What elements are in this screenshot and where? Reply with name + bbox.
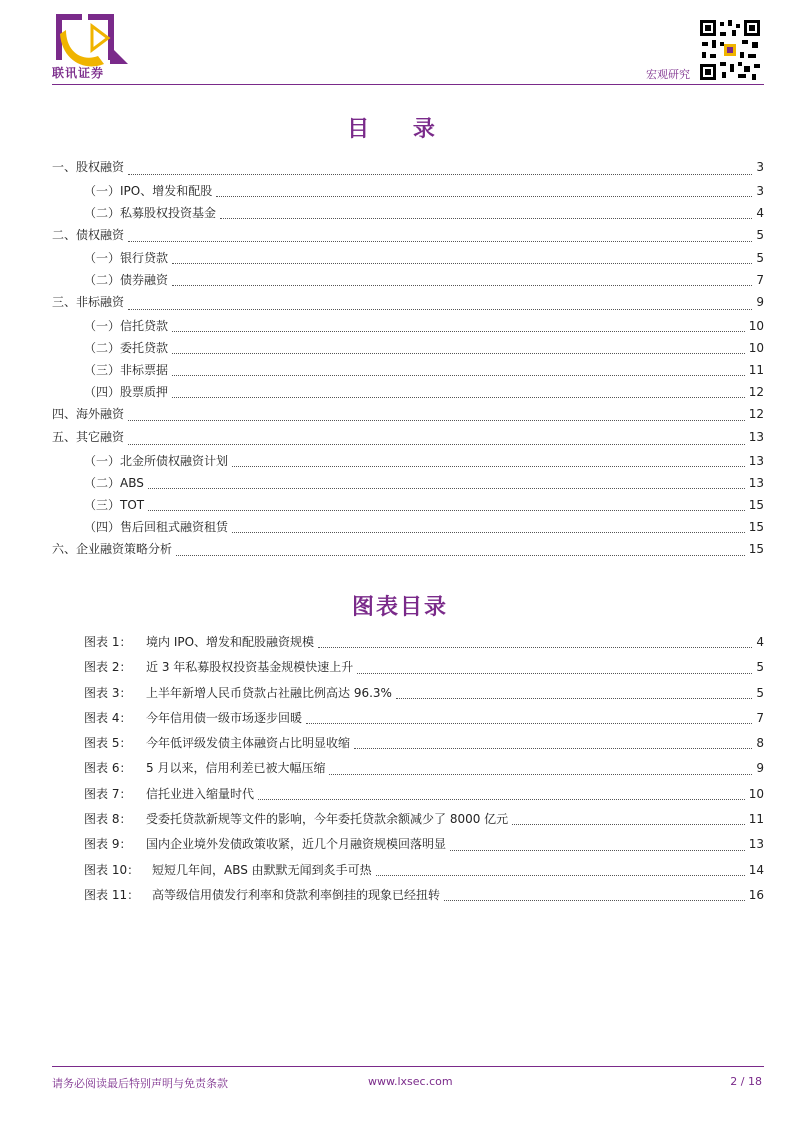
toc-item-page: 15 (748, 519, 764, 534)
figure-item[interactable] (84, 655, 764, 680)
figure-title: 受委托贷款新规等文件的影响，今年委托贷款余额减少了 8000 亿元 (146, 812, 509, 827)
toc-item-label: （一）北金所债权融资计划 (84, 453, 229, 468)
dot-leader (357, 672, 752, 674)
toc-item[interactable] (52, 202, 764, 224)
dot-leader (396, 697, 752, 699)
toc-item[interactable] (52, 315, 764, 337)
figure-item[interactable] (84, 756, 764, 781)
toc-item-label: 一、股权融资 (52, 160, 125, 174)
figure-item[interactable] (84, 706, 764, 731)
figure-number: 图表 9： (84, 837, 132, 852)
dot-leader (172, 396, 745, 398)
figure-number: 图表 11： (84, 887, 140, 902)
dot-leader (176, 554, 745, 556)
toc-item-page: 11 (748, 362, 764, 377)
toc-item-label: （一）信托贷款 (84, 318, 169, 333)
dot-leader (172, 374, 745, 376)
toc-item-page: 7 (756, 273, 764, 287)
dot-leader (354, 747, 752, 749)
toc-item-label: （四）售后回租式融资租赁 (84, 519, 229, 534)
figure-number: 图表 8： (84, 812, 132, 827)
figure-item[interactable] (84, 782, 764, 807)
figure-item[interactable] (84, 883, 764, 908)
qr-code-icon (698, 18, 762, 82)
dot-leader (329, 773, 752, 775)
toc-item-page: 15 (748, 497, 764, 512)
dot-leader (172, 262, 752, 264)
figure-item[interactable] (84, 832, 764, 857)
footer-website[interactable]: www.lxsec.com (368, 1075, 453, 1088)
toc-item-page: 9 (756, 295, 764, 309)
header-divider (52, 84, 764, 85)
toc-item-page: 5 (756, 251, 764, 265)
figure-item[interactable] (84, 858, 764, 883)
toc-item[interactable] (52, 247, 764, 269)
footer-page-number: 2 / 18 (730, 1075, 762, 1088)
toc-title: 目 录 (347, 116, 453, 142)
dot-leader (376, 874, 745, 876)
toc-item-page: 12 (748, 384, 764, 399)
dot-leader (220, 217, 752, 219)
report-type: 宏观研究 (646, 68, 690, 81)
toc-item-page: 10 (748, 340, 764, 355)
dot-leader (148, 487, 745, 489)
dot-leader (216, 195, 752, 197)
toc-item[interactable] (52, 450, 764, 472)
figure-page: 7 (756, 710, 764, 725)
toc-item-label: （二）债券融资 (84, 273, 169, 287)
figure-item[interactable] (84, 681, 764, 706)
figure-list (84, 630, 764, 908)
figure-number: 图表 2： (84, 660, 132, 675)
toc-item-page: 5 (756, 227, 764, 242)
dot-leader (148, 509, 745, 511)
figure-number: 图表 7： (84, 786, 132, 801)
toc-item[interactable] (52, 291, 764, 315)
figure-page: 11 (748, 812, 764, 827)
toc-item-label: 五、其它融资 (52, 430, 125, 444)
dot-leader (444, 899, 745, 901)
figure-title: 国内企业境外发债政策收紧，近几个月融资规模回落明显 (146, 837, 447, 852)
toc-item[interactable] (52, 472, 764, 494)
dot-leader (318, 646, 752, 648)
dot-leader (172, 330, 745, 332)
figure-number: 图表 5： (84, 736, 132, 751)
toc-item-page: 3 (756, 160, 764, 174)
dot-leader (128, 419, 745, 421)
figure-title: 高等级信用债发行利率和贷款利率倒挂的现象已经扭转 (152, 887, 441, 902)
dot-leader (128, 240, 752, 242)
dot-leader (306, 722, 752, 724)
table-of-contents (52, 156, 764, 561)
toc-item-page: 13 (748, 430, 764, 444)
footer-divider (52, 1066, 764, 1067)
toc-item[interactable] (52, 426, 764, 450)
figure-title: 信托业进入缩量时代 (146, 786, 255, 801)
figure-page: 9 (756, 761, 764, 776)
toc-item[interactable] (52, 381, 764, 403)
dot-leader (172, 352, 745, 354)
dot-leader (512, 823, 745, 825)
toc-item[interactable] (52, 337, 764, 359)
figure-number: 图表 6： (84, 761, 132, 776)
toc-item-page: 10 (748, 318, 764, 333)
toc-item[interactable] (52, 269, 764, 291)
toc-item-page: 13 (748, 475, 764, 490)
toc-item[interactable] (52, 224, 764, 248)
toc-item-label: 三、非标融资 (52, 295, 125, 309)
figure-page: 5 (756, 660, 764, 675)
dot-leader (128, 308, 752, 310)
figure-title: 近 3 年私募股权投资基金规模快速上升 (146, 660, 354, 675)
figure-page: 5 (756, 685, 764, 700)
dot-leader (232, 531, 745, 533)
toc-item-label: 六、企业融资策略分析 (52, 541, 173, 556)
toc-item[interactable] (52, 516, 764, 538)
figures-title: 图表目录 (351, 594, 448, 620)
footer-disclaimer: 请务必阅读最后特别声明与免责条款 (52, 1077, 228, 1090)
figure-title: 今年信用债一级市场逐步回暖 (146, 710, 303, 725)
toc-item-label: （四）股票质押 (84, 384, 169, 399)
figure-title: 上半年新增人民币贷款占社融比例高达 96.3% (146, 685, 392, 700)
toc-item-page: 15 (748, 541, 764, 556)
dot-leader (232, 465, 745, 467)
toc-item[interactable] (52, 403, 764, 427)
dot-leader (128, 173, 752, 175)
toc-item-page: 3 (756, 183, 764, 198)
toc-item-page: 12 (748, 406, 764, 421)
dot-leader (172, 284, 752, 286)
toc-item-label: （三）TOT (84, 497, 145, 512)
figure-page: 10 (748, 786, 764, 801)
figure-page: 16 (748, 887, 764, 902)
figure-number: 图表 4： (84, 710, 132, 725)
toc-item[interactable] (52, 494, 764, 516)
figure-item[interactable] (84, 731, 764, 756)
toc-item-label: （一）IPO、增发和配股 (84, 183, 213, 198)
figure-page: 14 (748, 862, 764, 877)
toc-item-page: 13 (748, 453, 764, 468)
figure-number: 图表 10： (84, 862, 140, 877)
figure-title: 5 月以来，信用利差已被大幅压缩 (146, 761, 326, 776)
toc-item[interactable] (52, 156, 764, 180)
logo-text: 联讯证券 (52, 66, 105, 80)
toc-item-label: （二）ABS (84, 475, 144, 490)
toc-item[interactable] (52, 180, 764, 202)
figure-item[interactable] (84, 630, 764, 655)
page-header (0, 0, 800, 90)
toc-item-label: （二）私募股权投资基金 (84, 205, 217, 220)
toc-item[interactable] (52, 538, 764, 562)
toc-item-label: （一）银行贷款 (84, 251, 169, 265)
toc-item-label: 四、海外融资 (52, 406, 125, 421)
figure-number: 图表 1： (84, 635, 132, 649)
toc-item-label: （二）委托贷款 (84, 340, 169, 355)
figure-item[interactable] (84, 807, 764, 832)
figure-number: 图表 3： (84, 685, 132, 700)
figure-page: 13 (748, 837, 764, 852)
figure-page: 4 (756, 635, 764, 649)
toc-item[interactable] (52, 359, 764, 381)
toc-item-label: 二、债权融资 (52, 227, 125, 242)
dot-leader (450, 849, 745, 851)
toc-item-label: （三）非标票据 (84, 362, 169, 377)
dot-leader (128, 443, 745, 445)
figure-title: 境内 IPO、增发和配股融资规模 (146, 635, 315, 649)
figure-title: 今年低评级发债主体融资占比明显收缩 (146, 736, 351, 751)
dot-leader (258, 798, 745, 800)
figure-page: 8 (756, 736, 764, 751)
figure-title: 短短几年间，ABS 由默默无闻到炙手可热 (152, 862, 372, 877)
toc-item-page: 4 (756, 205, 764, 220)
